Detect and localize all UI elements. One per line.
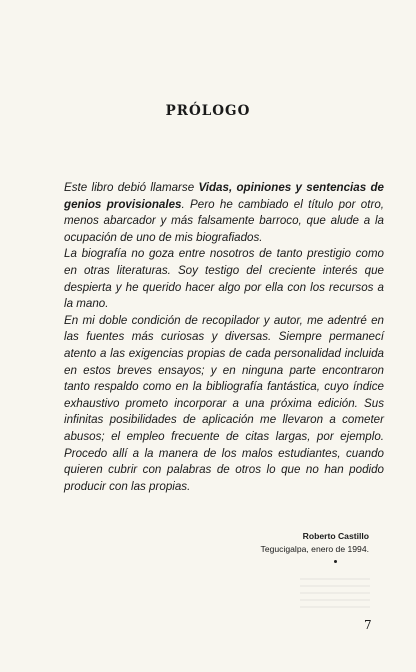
ink-dot [334, 560, 337, 563]
book-alt-title: Vidas, opiniones y sentencias de genios provisionales [64, 181, 384, 211]
show-through-text [300, 578, 370, 608]
paragraph-1 [64, 180, 384, 246]
prologue-body [64, 180, 384, 495]
page-title: PRÓLOGO [165, 103, 251, 119]
paragraph-1-lead: Este libro debió llamarse [64, 181, 199, 194]
paragraph-1-rest: . Pero he cambiado el título por otro, menos abarcador y más falsamente barroco, que alude a la ocupación de uno de mis biografiados. [64, 197, 384, 244]
paragraph-2: La biografía no goza entre nosotros de tanto prestigio como en otras literaturas. Soy testigo del creciente interés que despierta y he querido hacer algo por ella con los recursos a la mano. [64, 247, 384, 311]
page-number: 7 [364, 618, 372, 632]
author-signature: Roberto Castillo [302, 531, 369, 541]
paragraph-3: En mi doble condición de recopilador y autor, me adentré en las fuentes más curiosas y diversas. Siempre permanecí atento a las exigencias propias de cada personalidad incluida en estos breves ensayos; y en ninguna parte encontraron tanto respaldo como en la bibliografía fantástica, cuyo índice exhaustivo prometo incorporar a una próxima edición. Sus infinitas posibilidades de aplicación me llevaron a cometer abusos; el empleo frecuente de citas largas, por ejemplo. Procedo allí a la manera de los malos estudiantes, cuando quieren cubrir con palabras de otros lo que no han podido producir con las propias. [64, 313, 384, 493]
place-date: Tegucigalpa, enero de 1994. [260, 544, 369, 554]
